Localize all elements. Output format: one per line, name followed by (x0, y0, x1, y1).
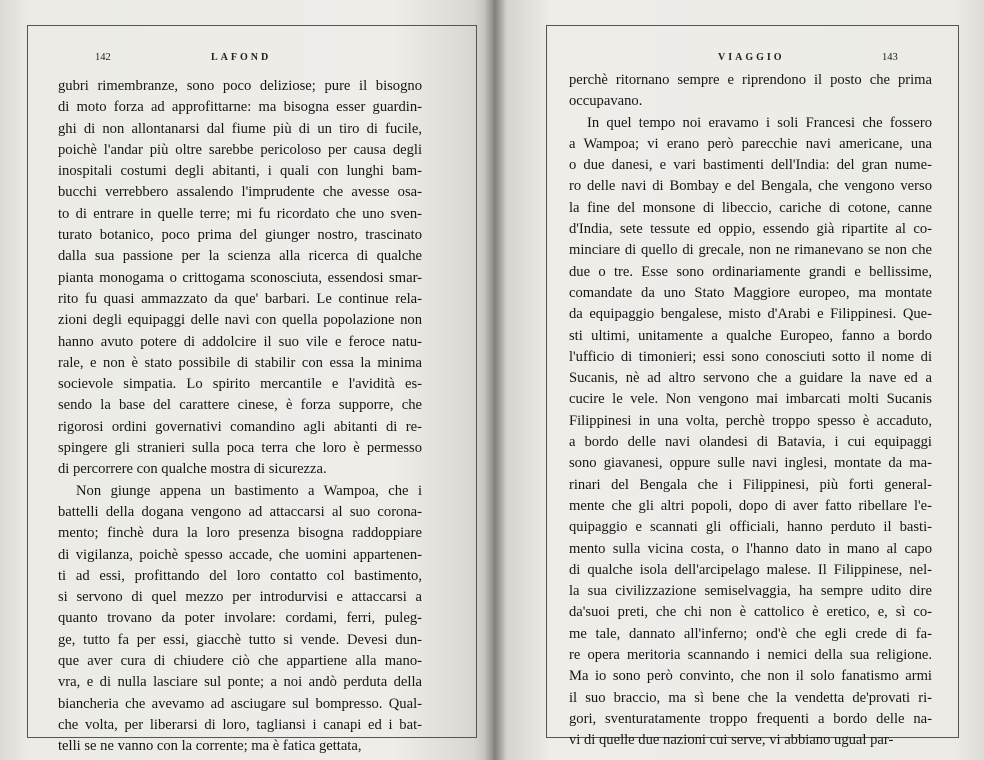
right-page-text (569, 70, 932, 752)
text-line: d'India, sete tessute ed oppio, essendo già ripartite al co- (569, 221, 932, 238)
text-line: due o tre. Esse sono ordinariamente grandi e bellissime, (569, 263, 932, 280)
text-line: rale, e non è stato possibile di stabilir con essa la minima (58, 354, 422, 371)
text-line: occupavano. (569, 93, 643, 110)
text-line: la fine del monsone di libeccio, cariche di cotone, canne (569, 199, 932, 216)
text-line: spingere gli stranieri sulla poca terra che loro è permesso (58, 440, 422, 457)
text-line: la sua civilizzazione semiselvaggia, ha sempre udito dire (569, 583, 932, 600)
right-page (493, 0, 984, 760)
text-line: Filippinesi in una volta, perchè troppo spesso è accaduto, (569, 412, 932, 429)
text-line: mento; finchè dura la loro presenza bisogna raddoppiare (58, 525, 422, 542)
text-line: rigorosi ordini governativi comandino agli abitanti di re- (58, 418, 422, 435)
text-line: minciare di quello di grecale, non ne rimanevano se non che (569, 242, 932, 259)
left-page-number: 142 (95, 52, 111, 63)
book-gutter (484, 0, 506, 760)
text-line: sti ultimi, unitamente a qualche Europeo, fanno a bordo (569, 327, 932, 344)
text-line: socievole simpatia. Lo spirito mercantile e l'avidità es- (58, 376, 422, 393)
text-line: che volta, per liberarsi di loro, tagliansi i canapi ed i bat- (58, 716, 422, 733)
text-line: In quel tempo noi eravamo i soli Francesi che fossero (587, 114, 932, 131)
text-line: di qualche isola dell'arcipelago malese. Il Filippinese, nel- (569, 561, 932, 578)
text-line: gori, sventuratamente troppo frequenti a bordo delle na- (569, 710, 932, 727)
text-line: hanno avuto potere di addolcire il suo vile e feroce natu- (58, 333, 422, 350)
text-line: di moto forza ad approfittarne: ma bisogna esser guardin- (58, 99, 422, 116)
text-line: quanto trovano da poter involare: cordami, ferri, puleg- (58, 610, 422, 627)
text-line: inospitali costumi degli abitanti, i quali con lunghi bam- (58, 163, 422, 180)
text-line: que aver cura di chiudere ciò che appartiene alla mano- (58, 653, 422, 670)
text-line: da'suoi preti, che chi non è cattolico è eretico, e, sì co- (569, 604, 932, 621)
text-line: rinari del Bengala che i Filippinesi, più forti general- (569, 476, 932, 493)
text-line: sono giavanesi, oppure sulle navi inglesi, montate da ma- (569, 455, 932, 472)
text-line: telli se ne vanno con la corrente; ma è fatica gettata, (58, 738, 362, 755)
text-line: pianta monogama o crittogama sconosciuta, essendosi smar- (58, 269, 422, 286)
text-line: sendo la base del carattere cinese, è forza supporre, che (58, 397, 422, 414)
text-line: vra, e di nulla lasciare sul ponte; a noi andò perduta della (58, 674, 422, 691)
text-line: comandate da uno Stato Maggiore europeo, ma montate (569, 284, 932, 301)
text-line: bucchi verrebbero assalendo l'imprudente che avesse osa- (58, 184, 422, 201)
text-line: vi di quelle due nazioni cui serve, vi abbiano ugual par- (569, 732, 894, 749)
right-page-number: 143 (882, 52, 898, 63)
text-line: a bordo delle navi olandesi di Batavia, i cui equipaggi (569, 434, 932, 451)
text-line: ghi di non allontanarsi dal fiume più di un tiro di fucile, (58, 120, 422, 137)
text-line: cucire le vele. Non vengono mai imbarcati molti Sucanis (569, 391, 932, 408)
right-running-head: VIAGGIO (718, 52, 785, 63)
text-line: rito fu quasi ammazzato da que' barbari. Le continue rela- (58, 290, 422, 307)
text-line: turato botanico, poco prima del giunger nostro, trascinato (58, 227, 422, 244)
text-line: Sucanis, nè ad altro servono che a guidare la nave ed a (569, 370, 932, 387)
text-line: da equipaggio bengalese, misto d'Arabi e Filippinesi. Que- (569, 306, 932, 323)
text-line: ge, tutto fa per essi, giacchè tutto si vende. Devesi dun- (58, 631, 422, 648)
text-line: o due danesi, e vari bastimenti dell'India: del gran nume- (569, 157, 932, 174)
text-line: ro delle navi di Bombay e del Bengala, che vengono verso (569, 178, 932, 195)
text-line: mente che gli altri popoli, dopo di aver fatto ribellare l'e- (569, 497, 932, 514)
text-line: quipaggio e scannati gli officiali, hanno perduto il basti- (569, 519, 932, 536)
text-line: zioni degli equipaggi delle navi con quella popolazione non (58, 312, 422, 329)
text-line: ti ad essi, profittando del loro contatto col bastimento, (58, 567, 422, 584)
text-line: a Wampoa; vi erano però parecchie navi americane, una (569, 135, 932, 152)
left-running-head: LAFOND (211, 52, 272, 63)
left-page-text (58, 76, 422, 758)
text-line: to di entrare in quelle terre; mi fu ricordato che uno sven- (58, 205, 422, 222)
text-line: dalla sua passione per la scienza alla ricerca di qualche (58, 248, 422, 265)
text-line: me tale, dannato all'inferno; ond'è che egli crede di fa- (569, 625, 932, 642)
text-line: biancheria che avevamo ad asciugare sul bompresso. Qual- (58, 695, 422, 712)
text-line: Non giunge appena un bastimento a Wampoa, che i (76, 482, 422, 499)
text-line: mento sulla vicina costa, o l'hanno dato in mano al capo (569, 540, 932, 557)
text-line: re opera meritoria scannando i nemici della sua religione. (569, 647, 932, 664)
text-line: battelli della dogana vengono ad attaccarsi al suo corona- (58, 503, 422, 520)
text-line: di vigilanza, poichè spesso accade, che uomini appartenen- (58, 546, 422, 563)
text-line: il suo braccio, ma sì bene che la vendetta de'provati ri- (569, 689, 932, 706)
text-line: di percorrere con qualche mostra di sicurezza. (58, 461, 327, 478)
text-line: si servono di quel mezzo per introdurvisi e attaccarsi a (58, 589, 422, 606)
text-line: perchè ritornano sempre e riprendono il posto che prima (569, 72, 932, 88)
text-line: gubri rimembranze, sono poco deliziose; pure il bisogno (58, 78, 422, 94)
text-line: poichè l'andar più oltre sarebbe pericoloso per causa degli (58, 141, 422, 158)
text-line: l'ufficio di timonieri; essi sono conosciuti sotto il nome di (569, 348, 932, 365)
text-line: Ma io sono però convinto, che non il solo fanatismo armi (569, 668, 932, 685)
